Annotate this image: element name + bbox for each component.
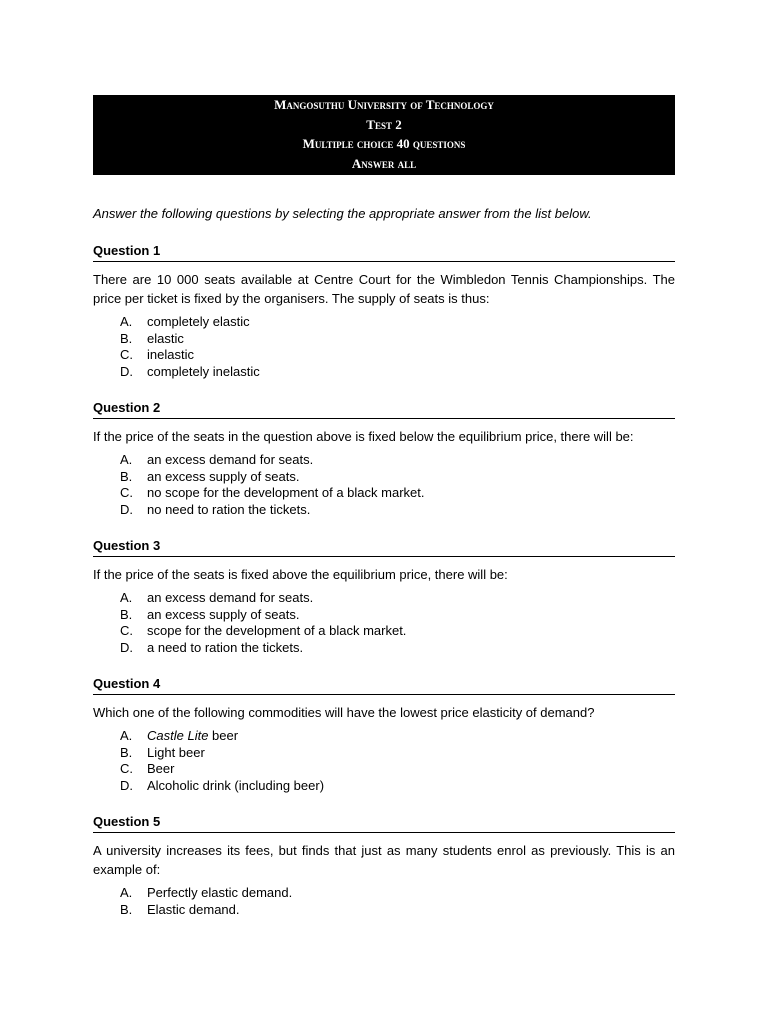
option-text: an excess supply of seats. xyxy=(147,606,300,622)
option-text: an excess supply of seats. xyxy=(147,468,300,484)
option-text: Beer xyxy=(147,761,175,776)
question-text: If the price of the seats in the question above is fixed below the equilibrium price, there will be: xyxy=(93,429,634,444)
question-title: Question 5 xyxy=(93,814,675,833)
option-text: Alcoholic drink (including beer) xyxy=(147,777,325,793)
option-letter: C. xyxy=(120,485,133,500)
question-2 xyxy=(93,400,675,518)
answer-option xyxy=(120,485,675,502)
answer-option xyxy=(120,623,675,640)
answer-option xyxy=(120,607,675,624)
option-letter: B. xyxy=(120,606,133,622)
question-title: Question 2 xyxy=(93,400,675,419)
brand-name: Castle Lite xyxy=(147,728,209,743)
question-1 xyxy=(93,243,675,380)
question-5 xyxy=(93,814,675,918)
answer-options xyxy=(93,452,675,518)
answer-option xyxy=(120,761,675,778)
question-title: Question 3 xyxy=(93,538,675,557)
test-title: Test 2 xyxy=(366,116,402,132)
option-text-rest: beer xyxy=(208,728,239,743)
answer-option xyxy=(120,640,675,657)
answer-option xyxy=(120,778,675,795)
option-letter: C. xyxy=(120,761,133,776)
option-letter: D. xyxy=(120,501,133,517)
answer-options xyxy=(93,590,675,656)
test-instruction-short: Answer all xyxy=(351,155,417,171)
option-text: completely elastic xyxy=(147,314,250,329)
answer-option xyxy=(120,745,675,762)
option-text xyxy=(147,728,238,745)
title-banner xyxy=(93,95,675,175)
option-text: a need to ration the tickets. xyxy=(147,639,304,655)
option-letter: B. xyxy=(120,468,133,484)
answer-options xyxy=(93,314,675,380)
answer-options xyxy=(93,728,675,794)
answer-options xyxy=(93,885,675,918)
question-text: A university increases its fees, but finds that just as many students enrol as previously. This is an example of: xyxy=(93,843,675,877)
option-letter: D. xyxy=(120,639,133,655)
option-text: completely inelastic xyxy=(147,363,260,379)
option-text: no need to ration the tickets. xyxy=(147,501,311,517)
question-title: Question 4 xyxy=(93,676,675,695)
option-letter: B. xyxy=(120,744,133,760)
option-letter: D. xyxy=(120,363,133,379)
question-text: There are 10 000 seats available at Centre Court for the Wimbledon Tennis Championships. The price per ticket is fixed by the organisers. The supply of seats is thus: xyxy=(93,272,675,306)
answer-option xyxy=(120,590,675,607)
answer-option xyxy=(120,314,675,331)
question-text: If the price of the seats is fixed above the equilibrium price, there will be: xyxy=(93,567,508,582)
option-text: Perfectly elastic demand. xyxy=(147,885,293,900)
answer-option xyxy=(120,885,675,902)
answer-option xyxy=(120,728,675,745)
option-text: elastic xyxy=(147,330,184,346)
answer-option xyxy=(120,331,675,348)
option-text: an excess demand for seats. xyxy=(147,590,314,605)
option-text: an excess demand for seats. xyxy=(147,452,314,467)
test-format: Multiple choice 40 questions xyxy=(302,136,466,151)
option-letter: A. xyxy=(120,452,133,467)
option-letter: D. xyxy=(120,777,133,793)
option-letter: C. xyxy=(120,623,133,638)
answer-option xyxy=(120,902,675,919)
option-letter: B. xyxy=(120,330,133,346)
question-title: Question 1 xyxy=(93,243,675,262)
answer-option xyxy=(120,364,675,381)
answer-option xyxy=(120,452,675,469)
instructions-text: Answer the following questions by selecting the appropriate answer from the list below. xyxy=(93,206,592,221)
option-text: Elastic demand. xyxy=(147,901,240,917)
option-text: no scope for the development of a black market. xyxy=(147,485,425,500)
question-text: Which one of the following commodities will have the lowest price elasticity of demand? xyxy=(93,705,595,720)
option-text: inelastic xyxy=(147,347,194,362)
question-3 xyxy=(93,538,675,656)
question-4 xyxy=(93,676,675,794)
option-letter: A. xyxy=(120,885,133,900)
option-letter: A. xyxy=(120,728,133,743)
option-letter: C. xyxy=(120,347,133,362)
option-letter: B. xyxy=(120,901,133,917)
option-letter: A. xyxy=(120,590,133,605)
option-letter: A. xyxy=(120,314,133,329)
answer-option xyxy=(120,502,675,519)
answer-option xyxy=(120,347,675,364)
option-text: Light beer xyxy=(147,744,205,760)
option-text: scope for the development of a black market. xyxy=(147,623,407,638)
answer-option xyxy=(120,469,675,486)
institution-name: Mangosuthu University of Technology xyxy=(274,97,494,112)
